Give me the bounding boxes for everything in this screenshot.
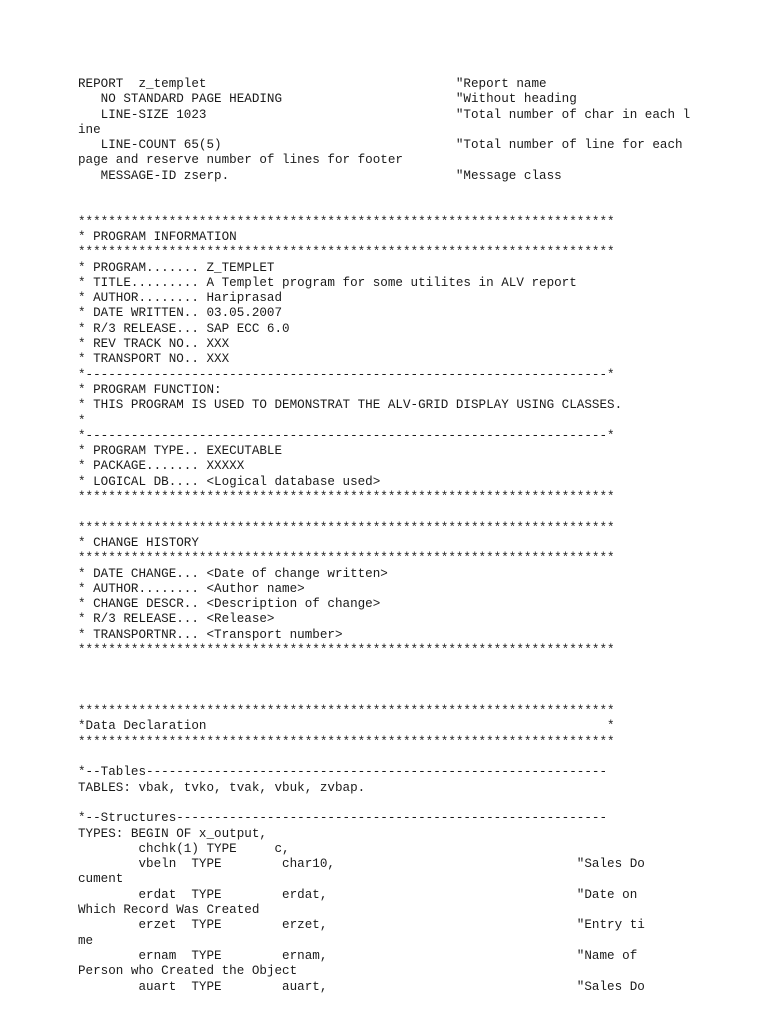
code-line: *---------------------------------------------------------------------*: [78, 428, 615, 443]
code-line: * PACKAGE....... XXXXX: [78, 459, 245, 474]
code-line: ***********************************************************************: [78, 734, 615, 749]
code-line: *: [78, 413, 86, 428]
code-line: [78, 750, 690, 765]
code-line: erzet TYPE erzet, "Entry ti: [78, 918, 645, 933]
code-line: LINE-COUNT 65(5) "Total number of line for each: [78, 138, 683, 153]
code-line: * THIS PROGRAM IS USED TO DEMONSTRAT THE ALV-GRID DISPLAY USING CLASSES.: [78, 398, 623, 413]
code-line: TABLES: vbak, tvko, tvak, vbuk, zvbap.: [78, 780, 366, 795]
code-line: Which Record Was Created: [78, 903, 260, 918]
code-line: * AUTHOR........ <Author name>: [78, 581, 305, 596]
code-line: * PROGRAM INFORMATION: [78, 229, 237, 244]
code-line: * DATE WRITTEN.. 03.05.2007: [78, 306, 283, 321]
code-line: ernam TYPE ernam, "Name of: [78, 948, 638, 963]
code-line: ***********************************************************************: [78, 490, 615, 505]
code-line: me: [78, 933, 94, 948]
code-line: REPORT z_templet "Report name: [78, 77, 547, 91]
code-line: * AUTHOR........ Hariprasad: [78, 291, 283, 306]
code-line: *---------------------------------------------------------------------*: [78, 367, 615, 382]
code-line: page and reserve number of lines for footer: [78, 153, 403, 168]
code-line: chchk(1) TYPE c,: [78, 841, 290, 856]
code-line: *Data Declaration *: [78, 719, 615, 734]
code-line: * R/3 RELEASE... <Release>: [78, 612, 275, 627]
code-line: * TITLE......... A Templet program for some utilites in ALV report: [78, 275, 577, 290]
code-line: TYPES: BEGIN OF x_output,: [78, 826, 267, 841]
code-line: Person who Created the Object: [78, 964, 298, 979]
code-line: * TRANSPORT NO.. XXX: [78, 352, 230, 367]
code-line: [78, 796, 690, 811]
code-line: * DATE CHANGE... <Date of change written>: [78, 566, 388, 581]
code-line: [78, 184, 690, 199]
abap-source-code: [78, 77, 690, 995]
code-line: * R/3 RELEASE... SAP ECC 6.0: [78, 321, 290, 336]
code-line: auart TYPE auart, "Sales Do: [78, 979, 645, 994]
code-line: * TRANSPORTNR... <Transport number>: [78, 627, 343, 642]
code-line: ***********************************************************************: [78, 704, 615, 719]
code-line: ine: [78, 122, 101, 137]
code-line: MESSAGE-ID zserp. "Message class: [78, 168, 562, 183]
code-line: ***********************************************************************: [78, 642, 615, 657]
code-line: [78, 505, 690, 520]
code-line: NO STANDARD PAGE HEADING "Without heading: [78, 92, 577, 107]
code-line: *--Structures---------------------------------------------------------: [78, 811, 608, 826]
code-line: * PROGRAM FUNCTION:: [78, 382, 222, 397]
code-line: * PROGRAM TYPE.. EXECUTABLE: [78, 444, 283, 459]
code-line: ***********************************************************************: [78, 245, 615, 260]
code-line: LINE-SIZE 1023 "Total number of char in each l: [78, 107, 691, 122]
code-line: * REV TRACK NO.. XXX: [78, 337, 230, 352]
code-line: *--Tables-------------------------------------------------------------: [78, 765, 608, 780]
code-line: ***********************************************************************: [78, 214, 615, 229]
code-line: * CHANGE DESCR.. <Description of change>: [78, 597, 381, 612]
code-line: * CHANGE HISTORY: [78, 535, 199, 550]
code-line: erdat TYPE erdat, "Date on: [78, 887, 638, 902]
code-line: [78, 199, 690, 214]
code-line: * PROGRAM....... Z_TEMPLET: [78, 260, 275, 275]
code-line: [78, 689, 690, 704]
code-line: ***********************************************************************: [78, 551, 615, 566]
code-line: vbeln TYPE char10, "Sales Do: [78, 857, 645, 872]
code-line: [78, 658, 690, 673]
code-line: ***********************************************************************: [78, 520, 615, 535]
code-line: [78, 674, 690, 689]
code-line: * LOGICAL DB.... <Logical database used>: [78, 474, 381, 489]
code-line: cument: [78, 872, 124, 887]
